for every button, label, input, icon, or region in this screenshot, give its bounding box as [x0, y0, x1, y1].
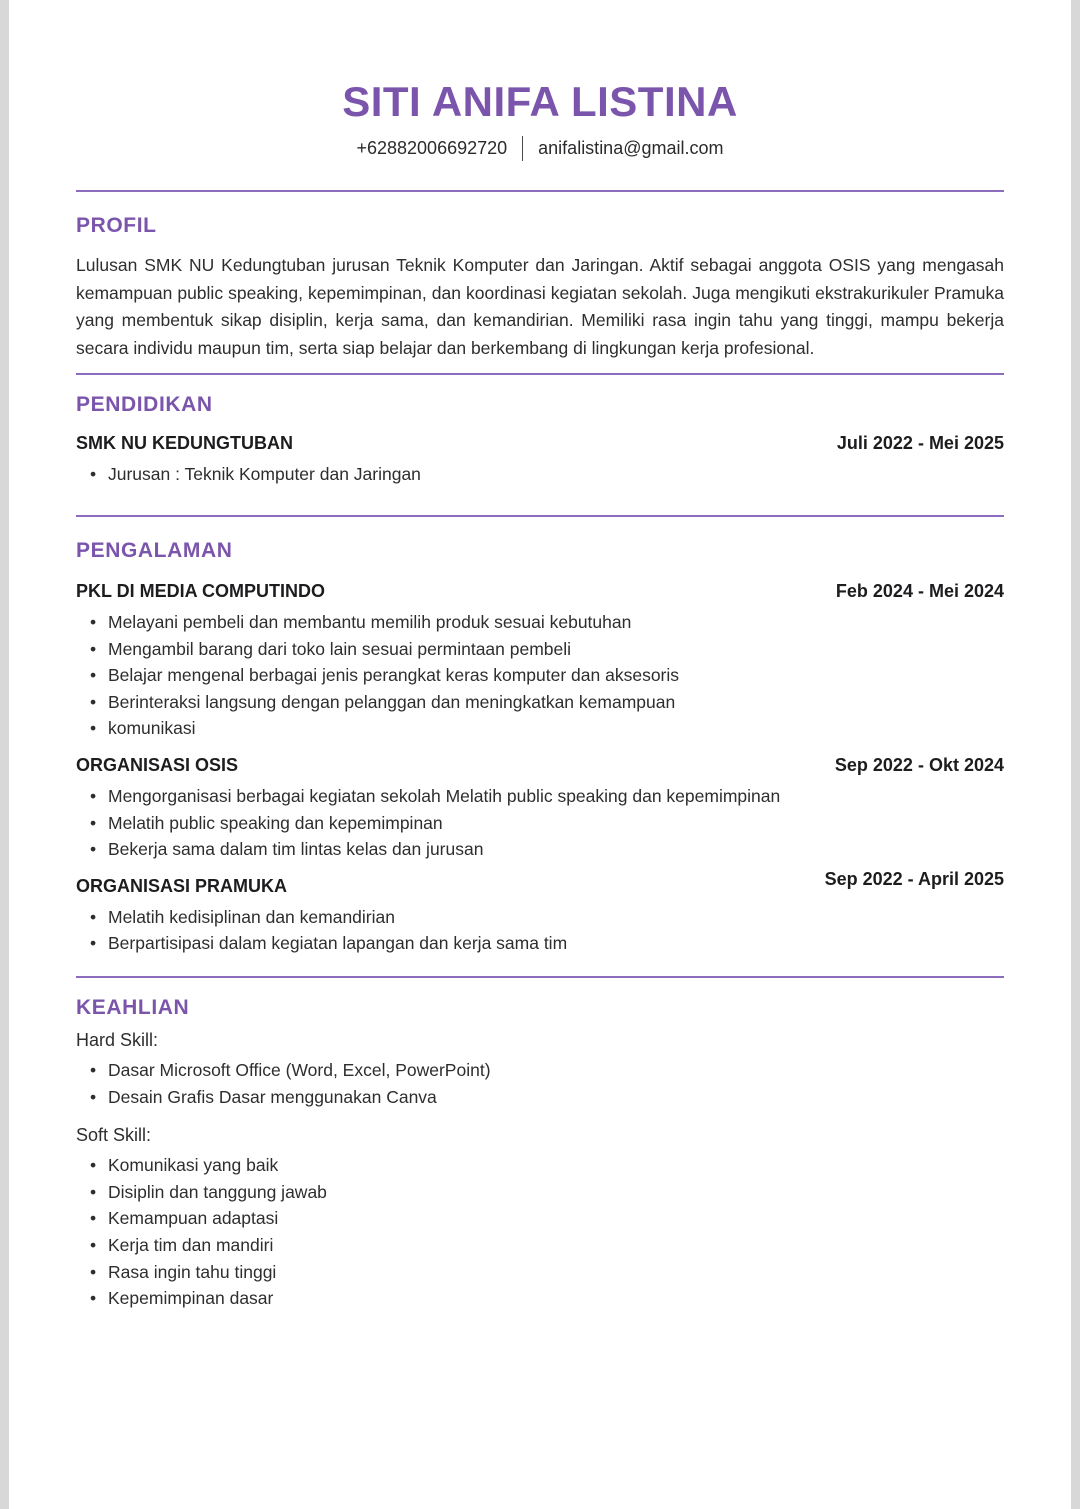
section-title-profil: PROFIL [76, 214, 157, 238]
bullet-item: • Belajar mengenal berbagai jenis perangkat keras komputer dan aksesoris [90, 662, 1004, 689]
bullet-list [76, 904, 1004, 957]
entry-date: Sep 2022 - April 2025 [824, 868, 1004, 889]
soft-skill-group [76, 1123, 1004, 1312]
bullet-item: • Desain Grafis Dasar menggunakan Canva [90, 1084, 1004, 1111]
bullet-item: • Melatih kedisiplinan dan kemandirian [90, 904, 1004, 931]
bullet-item: • Bekerja sama dalam tim lintas kelas dan jurusan [90, 836, 1004, 863]
bullet-item: • komunikasi [90, 715, 1004, 742]
entry-head [76, 432, 1004, 454]
bullet-item: • Komunikasi yang baik [90, 1152, 1004, 1179]
bullet-list [76, 1152, 1004, 1312]
section-pengalaman [76, 538, 1004, 957]
contact-row [76, 136, 1004, 161]
entry-date: Juli 2022 - Mei 2025 [836, 433, 1004, 454]
experience-name: PKL DI MEDIA COMPUTINDO [76, 581, 326, 601]
section-title-keahlian: KEAHLIAN [76, 995, 190, 1019]
bullet-item: • Disiplin dan tanggung jawab [90, 1179, 1004, 1206]
bullet-list [76, 609, 1004, 742]
hard-skill-group [76, 1028, 1004, 1110]
section-divider [76, 373, 1004, 375]
bullet-item: • Melayani pembeli dan membantu memilih produk sesuai kebutuhan [90, 609, 1004, 636]
section-title-pengalaman: PENGALAMAN [76, 539, 233, 562]
experience-name: ORGANISASI OSIS [76, 754, 239, 775]
bullet-item: • Kerja tim dan mandiri [90, 1232, 1004, 1259]
email-address: anifalistina@gmail.com [538, 138, 724, 159]
section-divider [76, 190, 1004, 192]
entry-head [76, 580, 1004, 602]
bullet-list [76, 461, 1004, 488]
bullet-item: • Dasar Microsoft Office (Word, Excel, PowerPoint) [90, 1057, 1004, 1084]
bullet-item: • Kemampuan adaptasi [90, 1205, 1004, 1232]
resume-header [76, 78, 1004, 161]
bullet-item: • Berpartisipasi dalam kegiatan lapangan dan kerja sama tim [90, 930, 1004, 957]
entry-date: Sep 2022 - Okt 2024 [834, 754, 1004, 775]
school-name: SMK NU KEDUNGTUBAN [76, 433, 293, 454]
entry-head [76, 868, 1004, 897]
experience-name: ORGANISASI PRAMUKA [76, 875, 288, 896]
section-profil [76, 213, 1004, 362]
entry-head [76, 754, 1004, 776]
bullet-item: • Mengorganisasi berbagai kegiatan sekolah Melatih public speaking dan kepemimpinan [90, 783, 1004, 810]
bullet-item: • Melatih public speaking dan kepemimpinan [90, 810, 1004, 837]
bullet-list [76, 783, 1004, 863]
education-entry [76, 432, 1004, 488]
entry-date: Feb 2024 - Mei 2024 [835, 581, 1004, 601]
bullet-item: • Jurusan : Teknik Komputer dan Jaringan [90, 461, 1004, 488]
page-title: SITI ANIFA LISTINA [342, 78, 738, 125]
bullet-item: • Kepemimpinan dasar [90, 1285, 1004, 1312]
experience-entry [76, 868, 1004, 957]
contact-separator-bar [522, 136, 523, 161]
section-divider [76, 976, 1004, 978]
phone-number: +62882006692720 [356, 138, 508, 159]
bullet-list [76, 1057, 1004, 1110]
section-keahlian [76, 995, 1004, 1312]
experience-entry [76, 580, 1004, 742]
bullet-item: • Rasa ingin tahu tinggi [90, 1259, 1004, 1286]
section-title-pendidikan: PENDIDIKAN [76, 393, 213, 417]
bullet-item: • Mengambil barang dari toko lain sesuai permintaan pembeli [90, 636, 1004, 663]
skill-group-label: Hard Skill: [76, 1029, 159, 1050]
section-divider [76, 515, 1004, 517]
resume-page [9, 0, 1071, 1509]
experience-entry [76, 754, 1004, 863]
bullet-item: • Berinteraksi langsung dengan pelanggan dan meningkatkan kemampuan [90, 689, 1004, 716]
profil-paragraph: Lulusan SMK NU Kedungtuban jurusan Teknik Komputer dan Jaringan. Aktif sebagai anggota OSIS yang mengasah kemampuan public speaking, kepemimpinan, dan koordinasi kegiatan sekolah. Juga mengikuti ekstrakurikuler Pramuka yang membentuk sikap disiplin, kerja sama, dan kemandirian. Memiliki rasa ingin tahu yang tinggi, mampu bekerja secara individu maupun tim, serta siap belajar dan berkembang di lingkungan kerja profesional. [76, 255, 1004, 358]
section-pendidikan [76, 392, 1004, 488]
skill-group-label: Soft Skill: [76, 1125, 152, 1146]
